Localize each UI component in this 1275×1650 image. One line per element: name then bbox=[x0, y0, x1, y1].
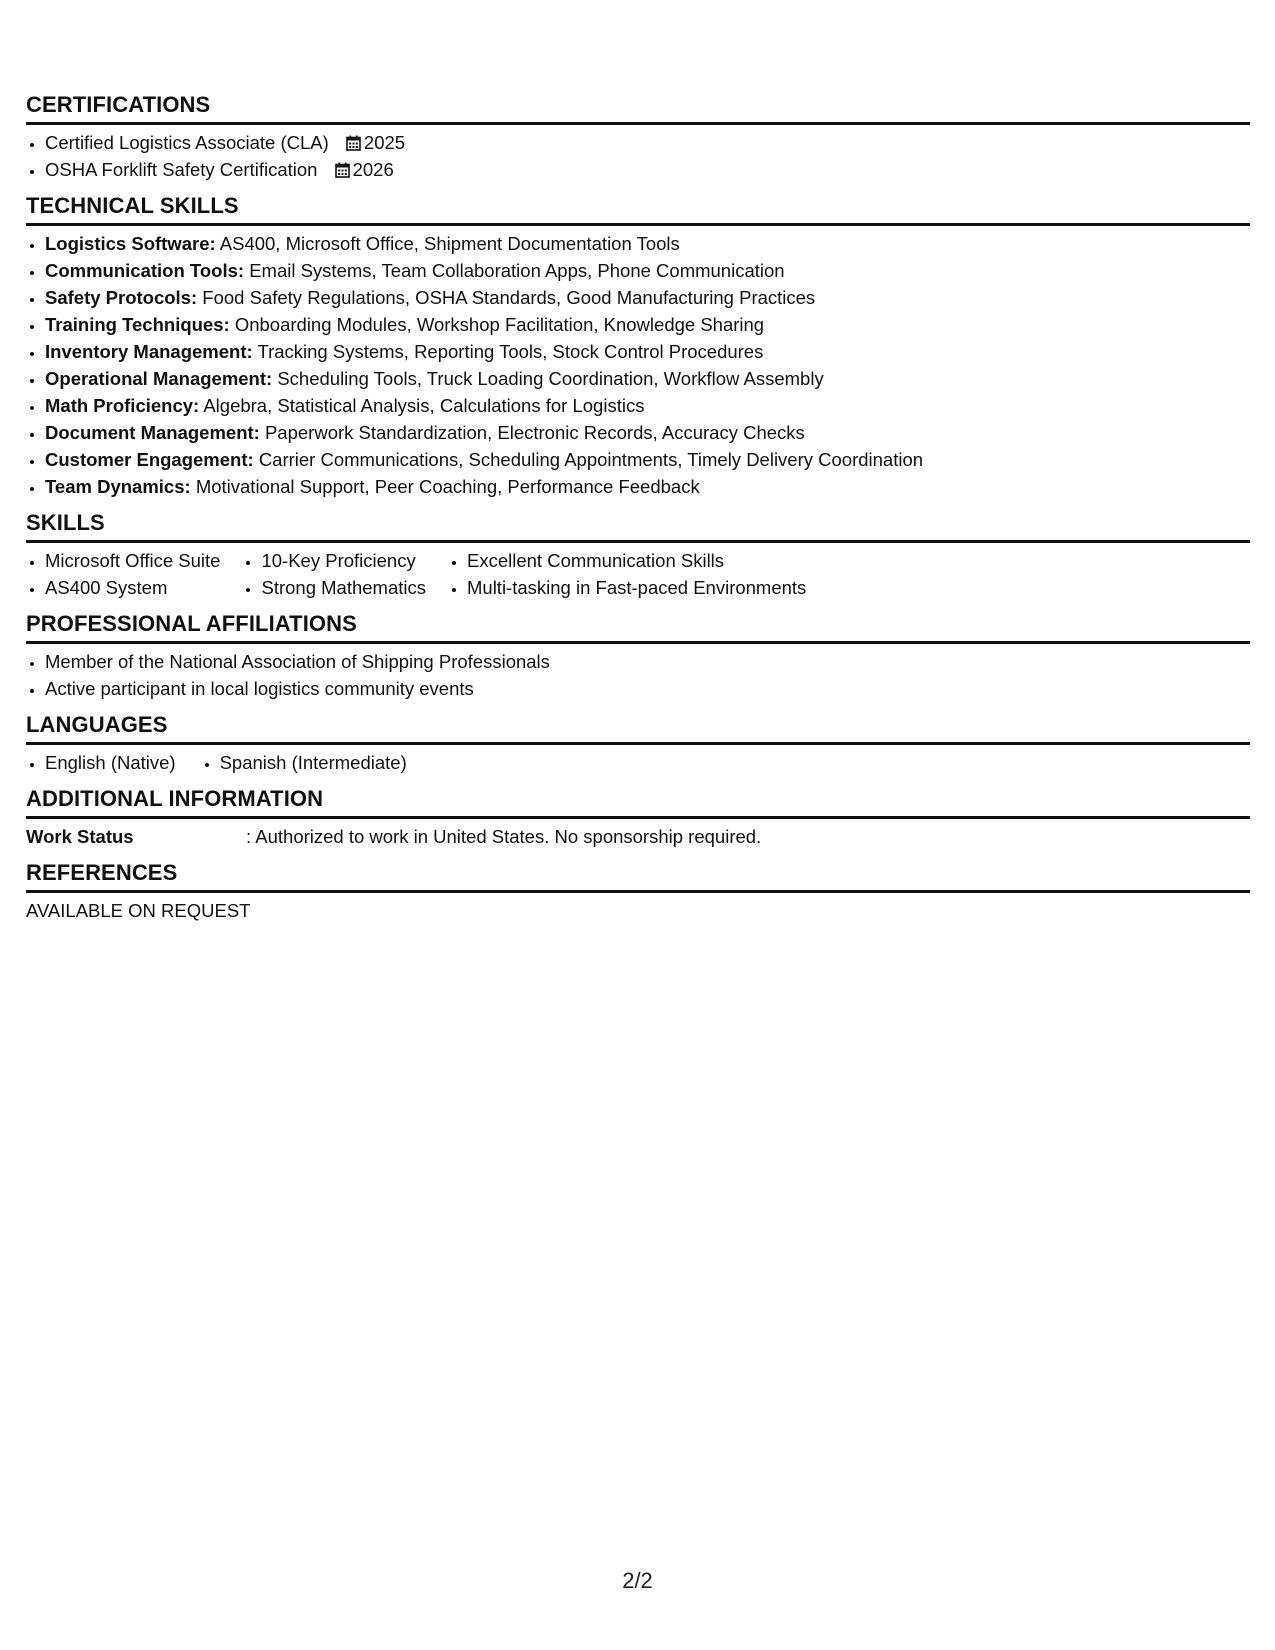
skill-values: Scheduling Tools, Truck Loading Coordination, Workflow Assembly bbox=[277, 368, 824, 389]
languages-list bbox=[26, 749, 1250, 776]
skill-category: Training Techniques: bbox=[45, 314, 230, 335]
skill-category: Safety Protocols: bbox=[45, 287, 198, 308]
affiliations-section bbox=[26, 611, 1250, 702]
certification-year: 2025 bbox=[363, 132, 406, 153]
certification-name: OSHA Forklift Safety Certification bbox=[45, 159, 318, 180]
info-value: : Authorized to work in United States. No sponsorship required. bbox=[246, 826, 762, 847]
technical-skill-item bbox=[45, 230, 1250, 257]
skill-item: • AS400 System bbox=[45, 574, 220, 601]
section-title: CERTIFICATIONS bbox=[26, 92, 1250, 125]
section-title: SKILLS bbox=[26, 510, 1250, 543]
skill-values: Onboarding Modules, Workshop Facilitation, Knowledge Sharing bbox=[234, 314, 765, 335]
skill-category: Inventory Management: bbox=[45, 341, 253, 362]
skill-values: Food Safety Regulations, OSHA Standards, Good Manufacturing Practices bbox=[202, 287, 816, 308]
certification-item bbox=[45, 156, 1250, 183]
skill-item: • Strong Mathematics bbox=[261, 574, 426, 601]
section-title: REFERENCES bbox=[26, 860, 1250, 893]
certification-year: 2026 bbox=[352, 159, 394, 180]
skill-category: Customer Engagement: bbox=[45, 449, 254, 470]
skill-values: Algebra, Statistical Analysis, Calculations for Logistics bbox=[203, 395, 645, 416]
skill-item: • Excellent Communication Skills bbox=[467, 547, 806, 574]
technical-skill-item bbox=[45, 419, 1250, 446]
skill-item: • Multi-tasking in Fast-paced Environments bbox=[467, 574, 806, 601]
references-section bbox=[26, 860, 1250, 924]
calendar-icon bbox=[335, 162, 350, 178]
skill-values: Motivational Support, Peer Coaching, Performance Feedback bbox=[195, 476, 700, 497]
skill-category: Math Proficiency: bbox=[45, 395, 200, 416]
affiliations-list bbox=[26, 648, 1250, 702]
skills-column bbox=[242, 547, 426, 601]
skill-values: Carrier Communications, Scheduling Appointments, Timely Delivery Coordination bbox=[258, 449, 924, 470]
languages-section bbox=[26, 712, 1250, 776]
technical-skill-item bbox=[45, 257, 1250, 284]
technical-skill-item bbox=[45, 284, 1250, 311]
certification-name: Certified Logistics Associate (CLA) bbox=[45, 132, 329, 153]
skills-section bbox=[26, 510, 1250, 601]
technical-skill-item bbox=[45, 446, 1250, 473]
skill-values: Tracking Systems, Reporting Tools, Stock Control Procedures bbox=[257, 341, 764, 362]
additional-info-section bbox=[26, 786, 1250, 850]
page-number: 2/2 bbox=[622, 1568, 653, 1593]
skill-category: Document Management: bbox=[45, 422, 260, 443]
skills-column bbox=[448, 547, 806, 601]
skill-values: Email Systems, Team Collaboration Apps, Phone Communication bbox=[249, 260, 785, 281]
technical-skills-list bbox=[26, 230, 1250, 500]
skill-values: AS400, Microsoft Office, Shipment Documentation Tools bbox=[219, 233, 680, 254]
technical-skills-section bbox=[26, 193, 1250, 500]
technical-skill-item bbox=[45, 473, 1250, 500]
skill-category: Communication Tools: bbox=[45, 260, 245, 281]
technical-skill-item bbox=[45, 392, 1250, 419]
certifications-list bbox=[26, 129, 1250, 183]
skill-category: Logistics Software: bbox=[45, 233, 216, 254]
skills-column bbox=[26, 547, 220, 601]
language-item: • Spanish (Intermediate) bbox=[220, 749, 407, 776]
section-title: ADDITIONAL INFORMATION bbox=[26, 786, 1250, 819]
certification-date bbox=[346, 132, 405, 153]
technical-skill-item bbox=[45, 338, 1250, 365]
skills-columns bbox=[26, 543, 1250, 601]
skill-category: Operational Management: bbox=[45, 368, 273, 389]
skill-item: • 10-Key Proficiency bbox=[261, 547, 426, 574]
resume-page bbox=[26, 92, 1250, 934]
certification-date bbox=[335, 159, 394, 180]
skill-category: Team Dynamics: bbox=[45, 476, 191, 497]
section-title: TECHNICAL SKILLS bbox=[26, 193, 1250, 226]
section-title: LANGUAGES bbox=[26, 712, 1250, 745]
info-row bbox=[26, 823, 1250, 850]
references-text: AVAILABLE ON REQUEST bbox=[26, 900, 251, 921]
calendar-icon bbox=[346, 135, 361, 151]
technical-skill-item bbox=[45, 311, 1250, 338]
info-label: Work Status bbox=[26, 826, 134, 847]
affiliation-item: • Active participant in local logistics community events bbox=[45, 675, 1250, 702]
skill-item: • Microsoft Office Suite bbox=[45, 547, 220, 574]
section-title: PROFESSIONAL AFFILIATIONS bbox=[26, 611, 1250, 644]
affiliation-item: • Member of the National Association of Shipping Professionals bbox=[45, 648, 1250, 675]
certification-item bbox=[45, 129, 1250, 156]
language-item: • English (Native) bbox=[45, 749, 176, 776]
technical-skill-item bbox=[45, 365, 1250, 392]
skill-values: Paperwork Standardization, Electronic Records, Accuracy Checks bbox=[264, 422, 805, 443]
certifications-section bbox=[26, 92, 1250, 183]
